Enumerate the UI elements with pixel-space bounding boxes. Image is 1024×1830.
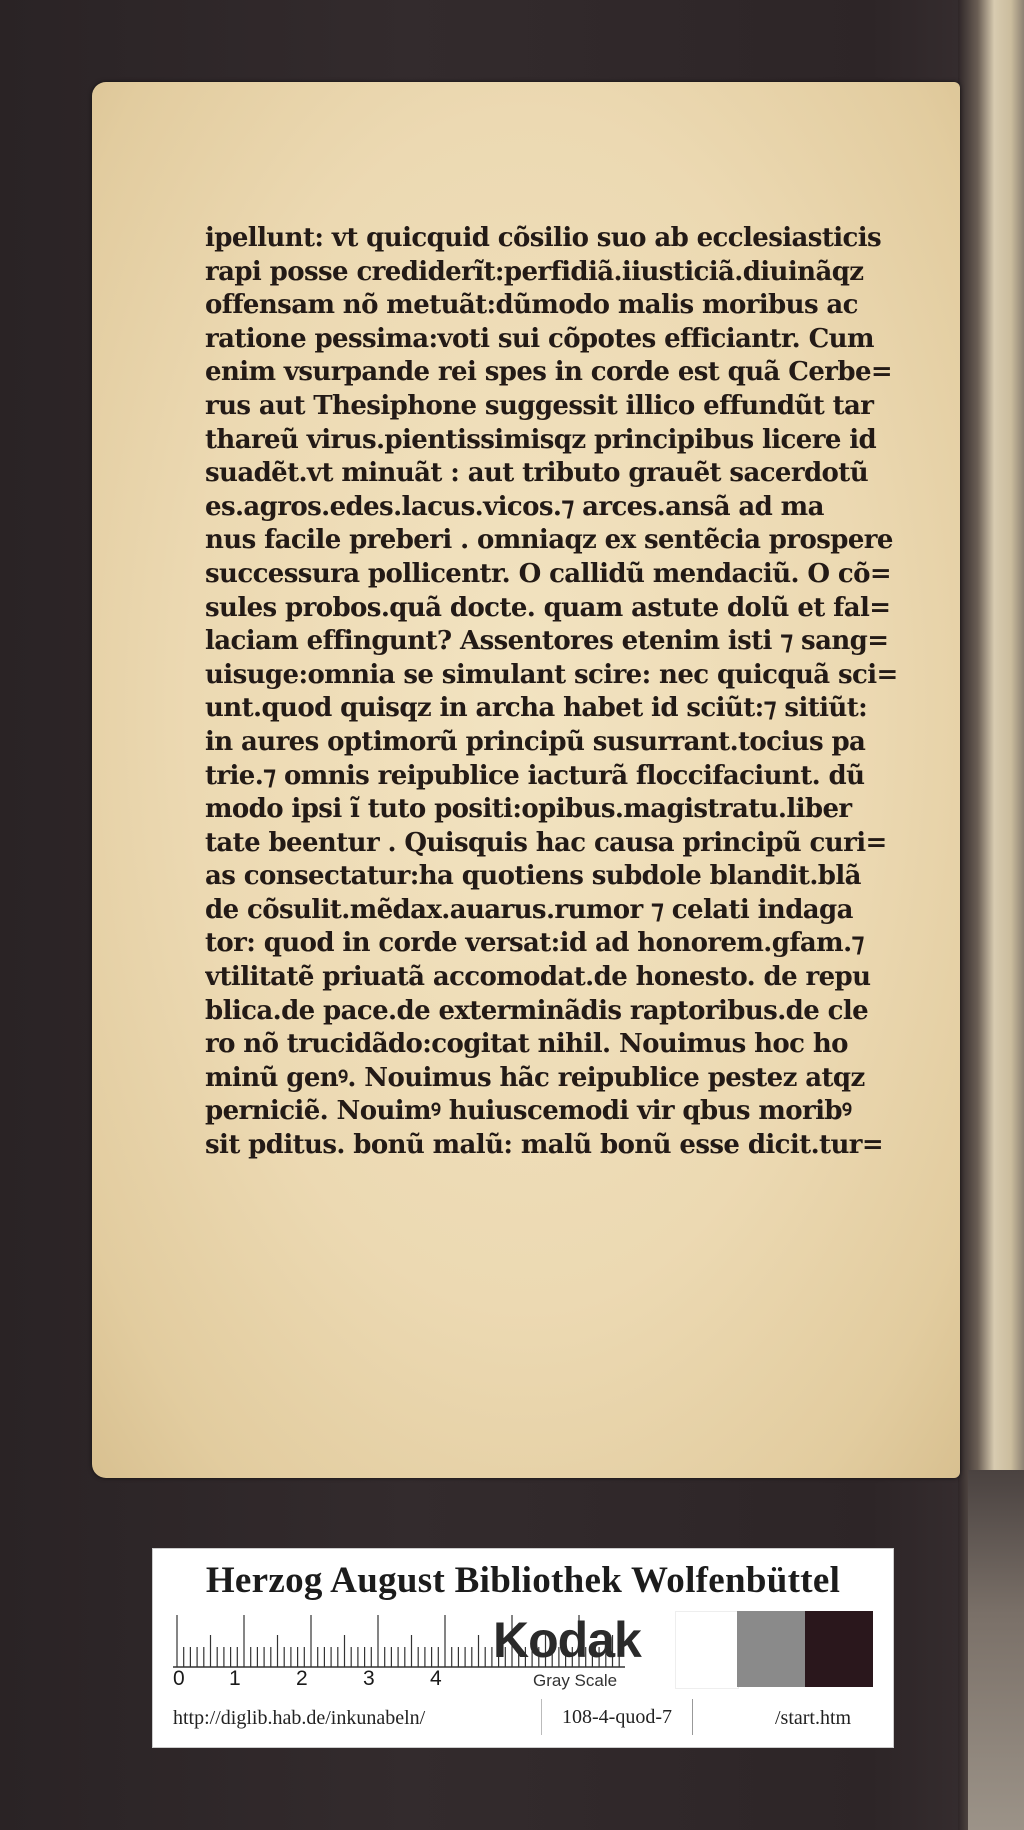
text-line: es.agros.edes.lacus.vicos.⁊ arces.ansã ad ma — [205, 491, 824, 522]
gray-patch-mid — [737, 1611, 805, 1687]
text-line: tate beentur . Quisquis hac causa principũ curi= — [205, 827, 887, 858]
text-line: minũ genꝰ. Nouimus hãc reipublice pestez atqz — [205, 1062, 865, 1093]
text-line: nus facile preberi . omniaqz ex sentẽcia prospere — [205, 525, 893, 556]
gray-patch-dark — [805, 1611, 873, 1687]
kodak-logo: Kodak — [493, 1612, 641, 1668]
text-line: uisuge:omnia se simulant scire: nec quicquã sci= — [205, 659, 898, 690]
text-line: trie.⁊ omnis reipublice iacturã floccifaciunt. dũ — [205, 760, 865, 791]
shelfmark-id: 108-4-quod-7 — [541, 1699, 693, 1735]
digital-library-url: http://diglib.hab.de/inkunabeln/ — [173, 1707, 426, 1729]
text-line: modo ipsi ĩ tuto positi:opibus.magistratu.liber — [205, 794, 852, 825]
text-line: offensam nõ metuãt:dũmodo malis moribus ac — [205, 290, 858, 321]
text-line: as consectatur:ha quotiens subdole blandit.blã — [205, 861, 861, 892]
text-line: enim vsurpande rei spes in corde est quã Cerbe= — [205, 357, 893, 388]
text-line: in aures optimorũ principũ susurrant.tocius pa — [205, 726, 866, 757]
text-line: ipellunt: vt quicquid cõsilio suo ab ecclesiasticis — [205, 223, 882, 253]
text-line: sules probos.quã docte. quam astute dolũ et fal= — [205, 592, 891, 623]
text-line: tor: quod in corde versat:id ad honorem.gfam.⁊ — [205, 928, 864, 959]
text-line: sit pditus. bonũ malũ: malũ bonũ esse dicit.tur= — [205, 1130, 884, 1161]
text-line: rus aut Thesiphone suggessit illico effundũt tar — [205, 390, 874, 421]
ruler-number: 4 — [430, 1667, 442, 1690]
gray-patch-white — [675, 1611, 739, 1689]
adjacent-page-lower — [968, 1470, 1024, 1830]
start-page-path: /start.htm — [775, 1707, 852, 1729]
text-line: perniciẽ. Nouimꝰ huiuscemodi vir qbus moribꝰ — [205, 1096, 852, 1127]
library-name: Herzog August Bibliothek Wolfenbüttel — [205, 1560, 841, 1601]
ruler-number: 0 — [173, 1667, 185, 1690]
text-line: laciam effingunt? Assentores etenim isti ⁊ sang= — [205, 626, 889, 657]
ruler-number: 3 — [363, 1667, 375, 1690]
ruler-number: 2 — [296, 1667, 308, 1690]
text-line: suadẽt.vt minuãt : aut tributo grauẽt sacerdotũ — [205, 458, 868, 489]
gray-scale-label: Gray Scale — [533, 1671, 618, 1690]
ruler-number: 1 — [229, 1667, 241, 1690]
text-line: blica.de pace.de exterminãdis raptoribus.de cle — [205, 995, 869, 1026]
library-target-card — [152, 1548, 894, 1748]
text-line: de cõsulit.mẽdax.auarus.rumor ⁊ celati indaga — [205, 894, 853, 925]
text-line: ro nõ trucidãdo:cogitat nihil. Nouimus hoc ho — [205, 1029, 848, 1060]
text-line: vtilitatẽ priuatã accomodat.de honesto. de repu — [205, 962, 871, 993]
text-line: thareũ virus.pientissimisqz principibus licere id — [205, 424, 877, 455]
page-text — [205, 222, 905, 1163]
text-line: unt.quod quisqz in archa habet id sciũt:⁊ sitiũt: — [205, 693, 868, 724]
text-line: rapi posse crediderĩt:perfidiã.iiusticiã.diuinãqz — [205, 256, 864, 287]
adjacent-page-edge — [958, 0, 1024, 1830]
text-line: successura pollicentr. O callidũ mendaciũ. O cõ= — [205, 558, 892, 589]
text-line: ratione pessima:voti sui cõpotes efficiantr. Cum — [205, 323, 874, 354]
